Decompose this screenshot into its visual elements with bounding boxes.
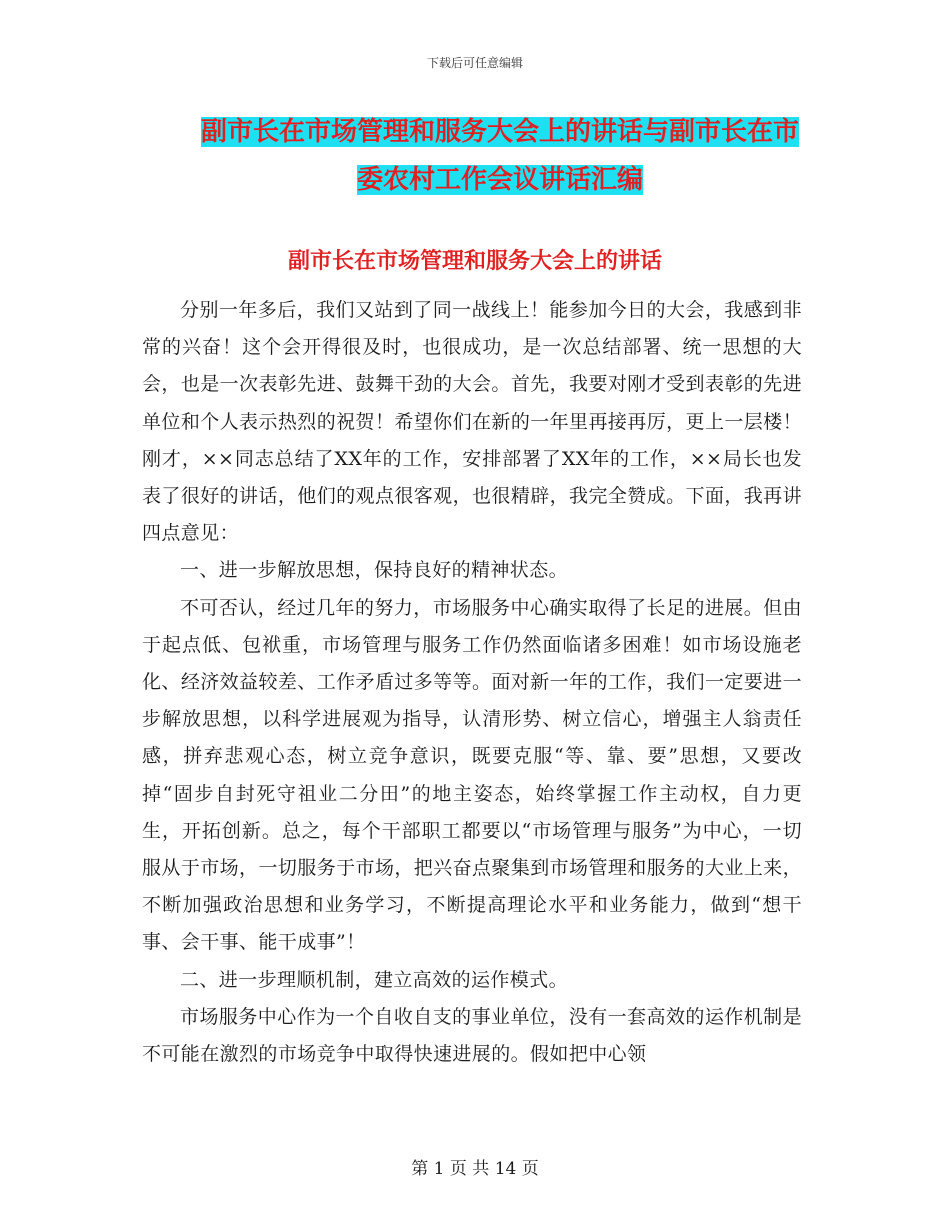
header-note: 下载后可任意编辑: [426, 56, 523, 70]
paragraph: 分别一年多后，我们又站到了同一战线上！能参加今日的大会，我感到非常的兴奋！这个会开得很及时，也很成功，是一次总结部署、统一思想的大会，也是一次表彰先进、鼓舞干劲的大会。首先，我要对刚才受到表彰的先进单位和个人表示热烈的祝贺！希望你们在新的一年里再接再厉，更上一层楼！刚才，××同志总结了XX年的工作，安排部署了XX年的工作，××局长也发表了很好的讲话，他们的观点很客观，也很精辟，我完全赞成。下面，我再讲四点意见：: [142, 299, 802, 545]
document-title: [120, 108, 880, 204]
page-number: 第 1 页 共 14 页: [411, 1159, 539, 1179]
section-title: 副市长在市场管理和服务大会上的讲话: [287, 249, 662, 274]
section-heading: 二、进一步理顺机制，建立高效的运作模式。: [180, 968, 569, 991]
paragraph: 市场服务中心作为一个自收自支的事业单位，没有一套高效的运作机制是不可能在激烈的市场竞争中取得快速进展的。假如把中心领: [142, 1005, 802, 1066]
paragraph: 不可否认，经过几年的努力，市场服务中心确实取得了长足的进展。但由于起点低、包袱重，市场管理与服务工作仍然面临诸多困难！如市场设施老化、经济效益较差、工作矛盾过多等等。面对新一年的工作，我们一定要进一步解放思想，以科学进展观为指导，认清形势、树立信心，增强主人翁责任感，拼弃悲观心态，树立竞争意识，既要克服“等、靠、要”思想，又要改掉“固步自封死守祖业二分田”的地主姿态，始终掌握工作主动权，自力更生，开拓创新。总之，每个干部职工都要以“市场管理与服务”为中心，一切服从于市场，一切服务于市场，把兴奋点聚集到市场管理和服务的大业上来，不断加强政治思想和业务学习，不断提高理论水平和业务能力，做到“想干事、会干事、能干成事”！: [142, 596, 802, 954]
body-text: [142, 292, 802, 1073]
section-heading: 一、进一步解放思想，保持良好的精神状态。: [180, 559, 569, 582]
document-title-line-2: 委农村工作会议讲话汇编: [356, 165, 643, 195]
document-title-line-1: 副市长在市场管理和服务大会上的讲话与副市长在市: [200, 117, 799, 147]
